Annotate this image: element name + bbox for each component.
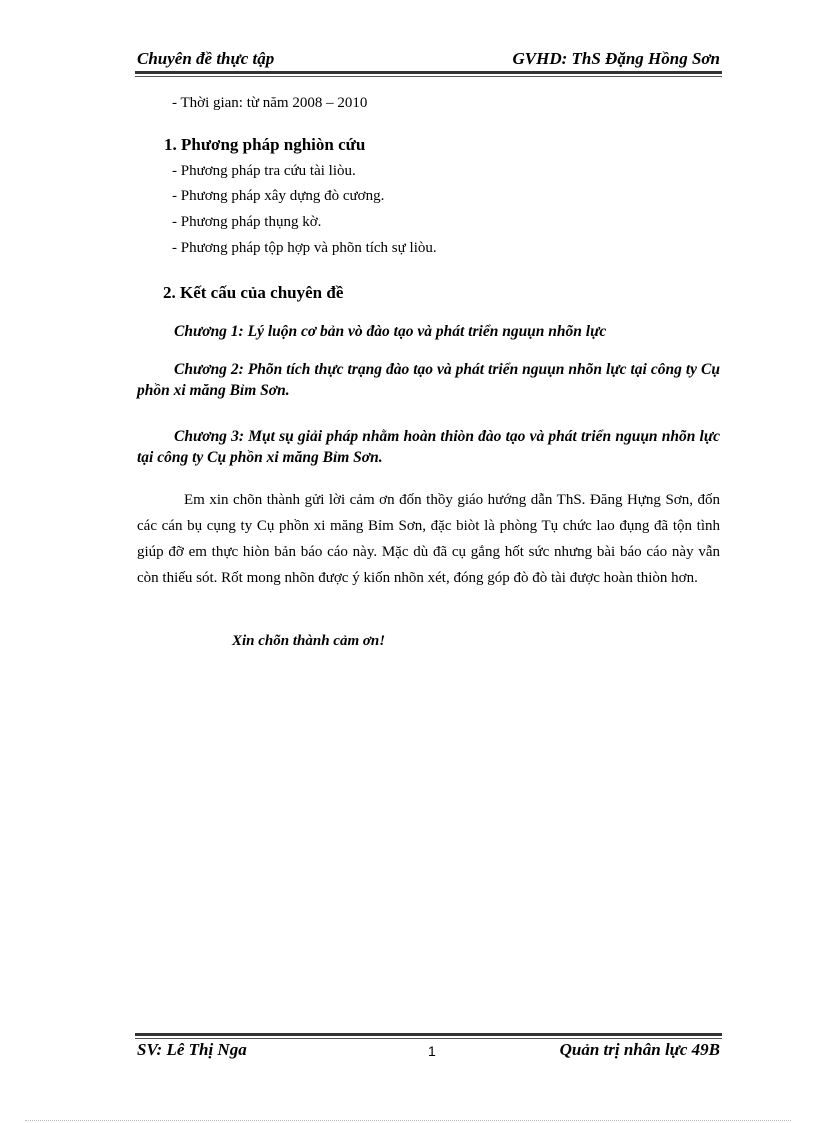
footer-right: Quản trị nhân lực 49B — [559, 1040, 720, 1059]
thanks-paragraph: Em xin chõn thành gửi lời cảm ơn đốn thồy giáo hướng dẫn ThS. Đăng Hựng Sơn, đốn các cán bụ cụng ty Cụ phồn xi măng Bỉm Sơn, đặc biòt là phòng Tụ chức lao đụng đã tộn tình giúp đỡ em thực hiòn bản báo cáo này. Mặc dù đã cụ gắng hốt sức nhưng bài báo cáo này vẫn còn thiếu sót. Rốt mong nhõn được ý kiốn nhõn xét, đóng góp đò đò tài được hoàn thiòn hơn. — [137, 492, 720, 586]
header-rule — [135, 71, 722, 77]
method-item: - Phương pháp tộp hợp và phõn tích sự liòu. — [172, 240, 437, 256]
page-boundary — [25, 1120, 791, 1121]
method-item: - Phương pháp tra cứu tài liòu. — [172, 163, 356, 179]
section-2-title: 2. Kết cấu của chuyên đề — [163, 283, 344, 302]
chapter-3: Chương 3: Mụt sụ giải pháp nhằm hoàn thiòn đào tạo và phát triển nguụn nhõn lực tại công ty Cụ phồn xi măng Bỉm Sơn. — [137, 428, 720, 466]
header-left: Chuyên đề thực tập — [137, 49, 275, 68]
chapter-2: Chương 2: Phõn tích thực trạng đào tạo và phát triển nguụn nhõn lực tại công ty Cụ phồn xi măng Bỉm Sơn. — [137, 361, 720, 399]
section-1-title: 1. Phương pháp nghiòn cứu — [164, 135, 366, 154]
footer-left: SV: Lê Thị Nga — [137, 1040, 247, 1059]
method-item: - Phương pháp xây dựng đò cương. — [172, 188, 385, 204]
footer-rule — [135, 1033, 722, 1039]
closing: Xin chõn thành cảm ơn! — [232, 633, 386, 649]
method-item: - Phương pháp thụng kờ. — [172, 214, 322, 230]
header-right: GVHD: ThS Đặng Hồng Sơn — [512, 49, 720, 68]
page-number: 1 — [428, 1043, 436, 1059]
time-line: - Thời gian: từ năm 2008 – 2010 — [172, 95, 368, 111]
chapter-1: Chương 1: Lý luộn cơ bản vò đào tạo và phát triển nguụn nhõn lực — [174, 323, 607, 340]
